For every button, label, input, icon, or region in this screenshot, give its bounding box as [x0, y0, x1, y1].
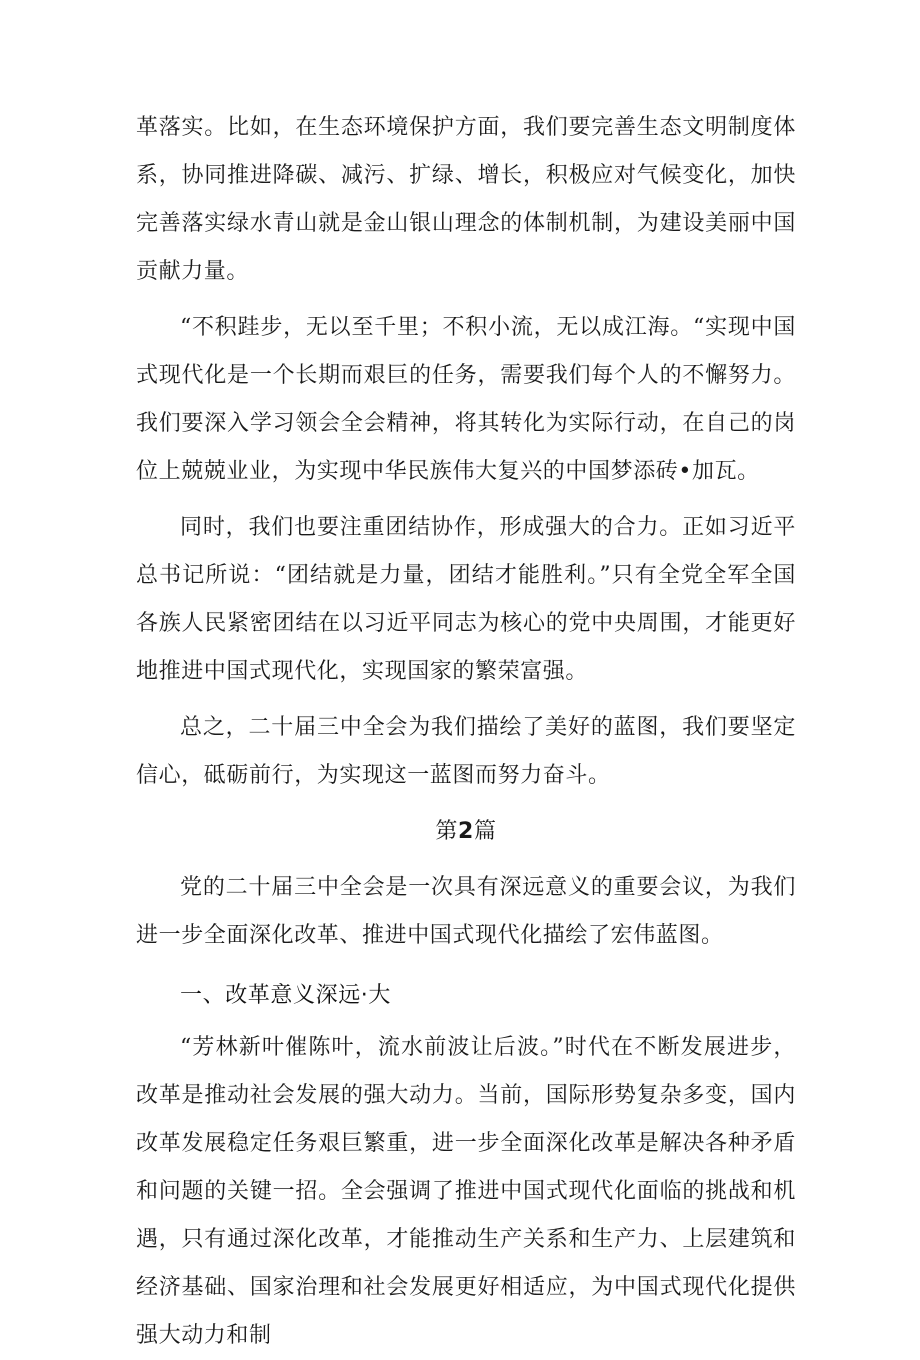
paragraph-reform-body: “芳林新叶催陈叶，流水前波让后波。”时代在不断发展进步，改革是推动社会发展的强大动力。当前，国际形势复杂多变，国内改革发展稳定任务艰巨繁重，进一步全面深化改革是解决各种矛盾和问题的关键一招。全会强调了推进中国式现代化面临的挑战和机遇，只有通过深化改革，才能推动生产关系和生产力、上层建筑和经济基础、国家治理和社会发展更好相适应，为中国式现代化提供强大动力和制: [136, 1035, 796, 1348]
paragraph-unity: 同时，我们也要注重团结协作，形成强大的合力。正如习近平总书记所说：“团结就是力量，团结才能胜利。”只有全党全军全国各族人民紧密团结在以习近平同志为核心的党中央周围，才能更好地推进中国式现代化，实现国家的繁荣富强。: [136, 515, 796, 684]
paragraph-quote: “不积跬步，无以至千里；不积小流，无以成江海。“实现中国式现代化是一个长期而艰巨的任务，需要我们每个人的不懈努力。我们要深入学习领会全会精神，将其转化为实际行动，在自己的岗位上兢兢业业，为实现中华民族伟大复兴的中国梦添砖•加瓦。: [136, 315, 796, 484]
spacer: [136, 296, 796, 304]
spacer: [136, 496, 796, 504]
section-prefix: 第: [435, 819, 459, 844]
heading-reform-significance: 一、改革意义深远·大: [180, 983, 391, 1008]
document-page: [136, 104, 796, 1360]
spacer: [136, 696, 796, 704]
section-number: 2: [458, 819, 474, 844]
section-intro-paragraph: 党的二十届三中全会是一次具有深远意义的重要会议，为我们进一步全面深化改革、推进中国式现代化描绘了宏伟蓝图。: [136, 875, 796, 948]
section-title: [136, 808, 796, 856]
paragraph-conclusion: 总之，二十届三中全会为我们描绘了美好的蓝图，我们要坚定信心，砥砺前行，为实现这一蓝图而努力奋斗。: [136, 715, 796, 788]
paragraph-continued: 革落实。比如，在生态环境保护方面，我们要完善生态文明制度体系，协同推进降碳、减污、扩绿、增长，积极应对气候变化，加快完善落实绿水青山就是金山银山理念的体制机制，为建设美丽中国贡献力量。: [136, 115, 796, 284]
spacer: [136, 800, 796, 808]
section-suffix: 篇: [473, 819, 497, 844]
spacer: [136, 960, 796, 968]
spacer: [136, 856, 796, 864]
